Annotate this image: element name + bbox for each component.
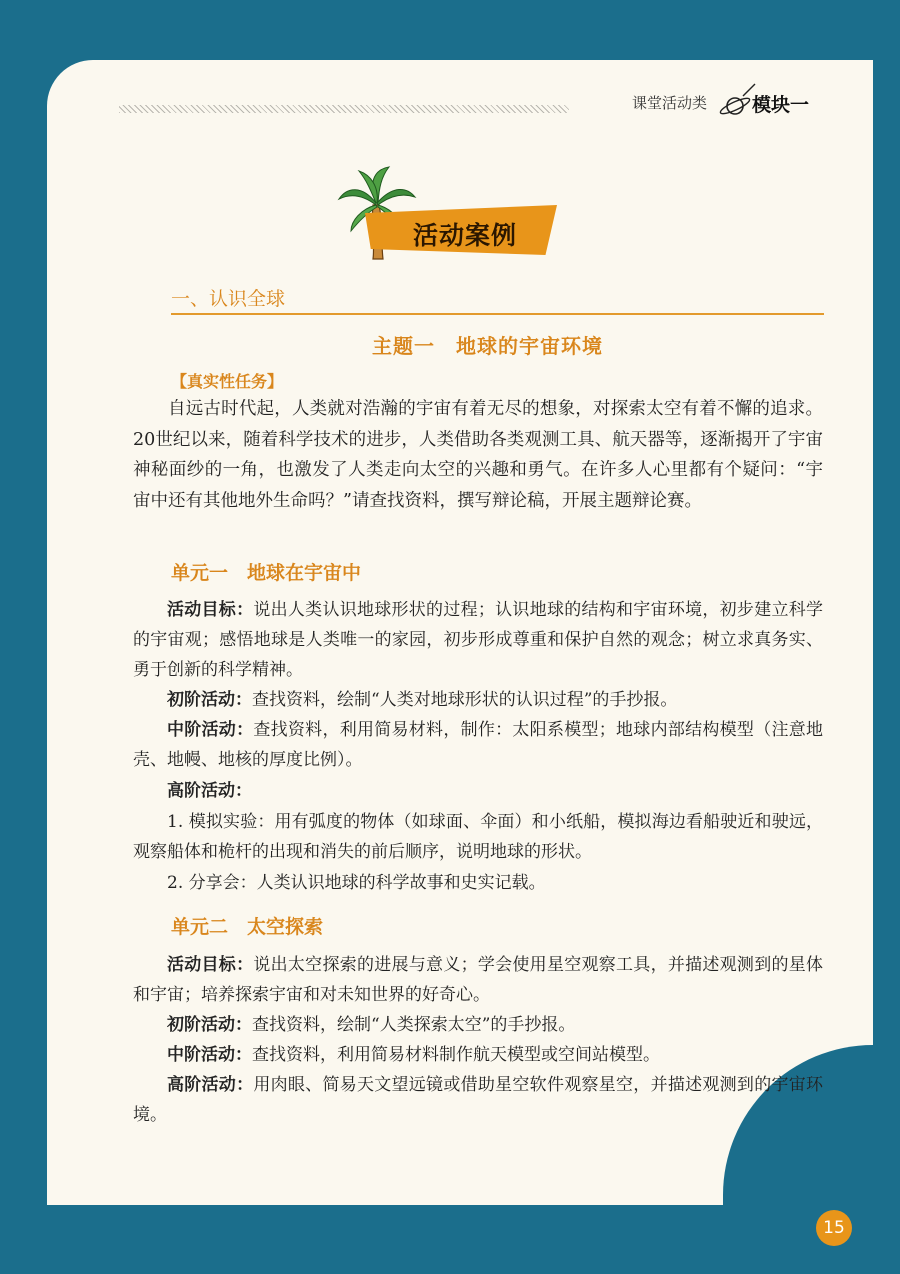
unit1-goal xyxy=(133,595,823,685)
unit2-title: 单元二 太空探索 xyxy=(171,916,324,938)
page-sheet xyxy=(47,60,873,1205)
planet-icon xyxy=(717,82,757,122)
header-module: 模块一 xyxy=(752,94,810,116)
header-category: 课堂活动类 xyxy=(632,94,708,112)
unit2-basic-label: 初阶活动： xyxy=(167,1015,252,1035)
unit1-high-item1: 1. 模拟实验：用有弧度的物体（如球面、伞面）和小纸船，模拟海边看船驶近和驶远，观察船体和桅杆的出现和消失的前后顺序，说明地球的形状。 xyxy=(133,812,823,862)
unit2-high-text: 用肉眼、简易天文望远镜或借助星空软件观察星空，并描述观测到的宇宙环境。 xyxy=(133,1075,824,1125)
unit1-high xyxy=(133,776,823,806)
task-paragraph: 自远古时代起，人类就对浩瀚的宇宙有着无尽的想象，对探索太空有着不懈的追求。20世纪以来，随着科学技术的进步，人类借助各类观测工具、航天器等，逐渐揭开了宇宙神秘面纱的一角，也激发了人类走向太空的兴趣和勇气。在许多人心里都有个疑问：“宇宙中还有其他地外生命吗？”请查找资料，撰写辩论稿，开展主题辩论赛。 xyxy=(133,399,823,511)
unit2-mid xyxy=(133,1040,823,1070)
theme-title: 主题一 地球的宇宙环境 xyxy=(372,334,603,358)
header-hatch-line xyxy=(119,105,569,113)
unit2-goal-label: 活动目标： xyxy=(167,955,254,975)
unit1-mid xyxy=(133,715,823,775)
unit1-basic-label: 初阶活动： xyxy=(167,690,252,710)
unit1-high-label: 高阶活动： xyxy=(167,781,252,801)
unit2-mid-text: 查找资料，利用简易材料制作航天模型或空间站模型。 xyxy=(252,1045,660,1065)
section-title: 一、认识全球 xyxy=(171,288,286,310)
task-label: 【真实性任务】 xyxy=(171,372,284,391)
unit2-high xyxy=(133,1070,823,1130)
banner-title: 活动案例 xyxy=(413,221,518,250)
unit1-basic xyxy=(133,685,823,715)
section-divider xyxy=(171,313,824,315)
unit2-goal-text: 说出太空探索的进展与意义；学会使用星空观察工具，并描述观测到的星体和宇宙；培养探索宇宙和对未知世界的好奇心。 xyxy=(133,955,824,1005)
unit2-basic xyxy=(133,1010,823,1040)
unit1-basic-text: 查找资料，绘制“人类对地球形状的认识过程”的手抄报。 xyxy=(252,690,678,710)
unit2-mid-label: 中阶活动： xyxy=(167,1045,252,1065)
unit1-goal-text: 说出人类认识地球形状的过程；认识地球的结构和宇宙环境，初步建立科学的宇宙观；感悟地球是人类唯一的家园，初步形成尊重和保护自然的观念；树立求真务实、勇于创新的科学精神。 xyxy=(133,600,824,680)
unit1-title: 单元一 地球在宇宙中 xyxy=(171,562,362,584)
unit2-basic-text: 查找资料，绘制“人类探索太空”的手抄报。 xyxy=(252,1015,576,1035)
page-number: 15 xyxy=(816,1210,852,1246)
unit1-mid-text: 查找资料，利用简易材料，制作：太阳系模型；地球内部结构模型（注意地壳、地幔、地核的厚度比例）。 xyxy=(133,720,824,770)
unit2-goal xyxy=(133,950,823,1010)
unit2-high-label: 高阶活动： xyxy=(167,1075,254,1095)
unit1-high-item2: 2. 分享会：人类认识地球的科学故事和史实记载。 xyxy=(167,873,546,893)
unit1-goal-label: 活动目标： xyxy=(167,600,254,620)
unit1-mid-label: 中阶活动： xyxy=(167,720,254,740)
